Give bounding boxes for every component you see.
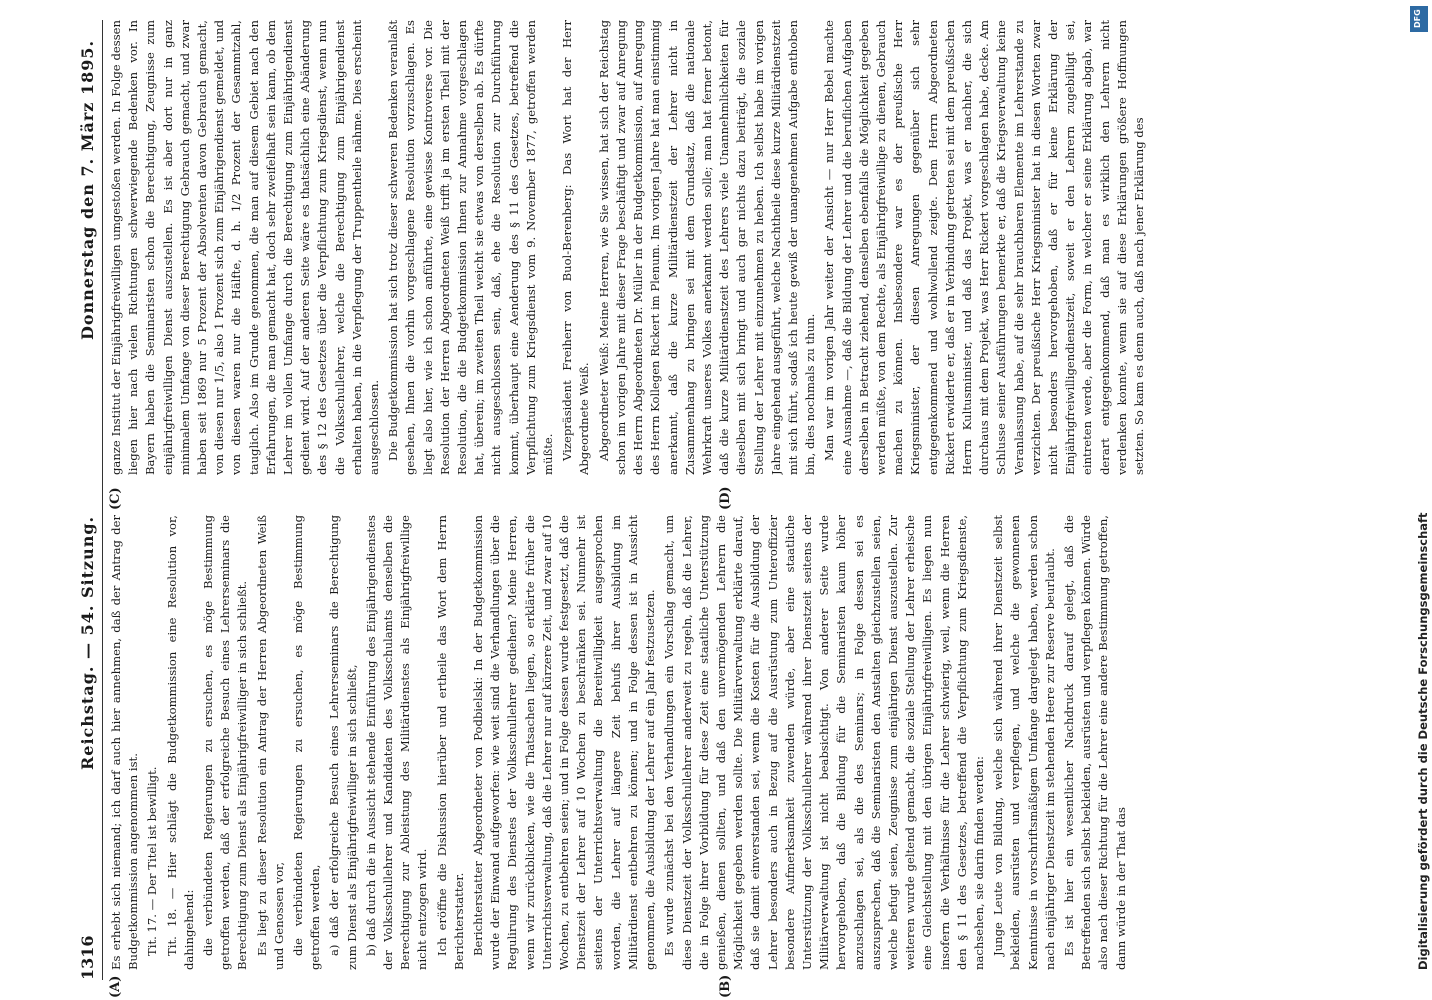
margin-mark-a: (A) <box>108 975 123 998</box>
paragraph: Die Budgetkommission hat sich trotz dieser schweren Bedenken veranlaßt gesehen, Ihnen die vorhin vorgeschlagene Resolution vorzuschlagen. Es liegt also hier, wie ich schon anführte, eine gewisse Kontroverse vor. Die Resolution der Herren Abgeordneten Weiß trifft ja im ersten Theil mit der Resolution, die die Budgetkommission Ihnen zur Annahme vorgeschlagen hat, überein; im zweiten Theil weicht sie etwas von derselben ab. Es dürfte nicht ausgeschlossen sein, daß, ehe die Resolution zur Durchführung kommt, überhaupt eine Aenderung des § 11 des Gesetzes, betreffend die Verpflichtung zum Kriegsdienst vom 9. November 1877, getroffen werden müßte. <box>386 20 556 475</box>
paragraph: Ich eröffne die Diskussion hierüber und ertheile das Wort dem Herrn Berichterstatter. <box>434 515 466 970</box>
margin-mark-c: (C) <box>108 487 123 510</box>
paragraph: Tit. 17. — Der Titel ist bewilligt. <box>145 766 160 956</box>
paragraph: Es wurde zunächst bei den Verhandlungen ein Vorschlag gemacht, um diese Dienstzeit der Volksschullehrer anderweit zu regeln, daß die Lehrer, die in Folge ihrer Vorbildung für diese Zeit eine staatliche Unterstützung genießen, dienen sollten, und daß den unvermögenden Lehrern die Möglichkeit gegeben werden sollte. Die Militärverwaltung erklärte darauf, daß sie damit einverstanden sei, wenn die Kosten für die Ausbildung der Lehrer besonders auch in Bezug auf die Ausrüstung zum Unteroffizier besondere Aufmerksamkeit zuwenden würde, aber eine staatliche Unterstützung der Volksschullehrer während ihrer Dienstzeit seitens der Militärverwaltung ist nicht beabsichtigt. Von anderer Seite wurde hervorgehoben, daß die Bildung für die Seminaristen kaum höher anzuschlagen sei, als die des Seminars; in Folge dessen sei es auszusprechen, daß die Seminaristen den Anstalten gleichzustellen seien, welche befugt seien, Zeugnisse zum einjährigen Dienst auszustellen. Zur weiteren wurde geltend gemacht, die soziale Stellung der Lehrer erheische eine Gleichstellung mit den übrigen Einjährigfreiwilligen. Es liegen nun insofern die Verhältnisse für die Lehrer schwierig, weil, wenn die Herren den § 11 des Gesetzes, betreffend die Verpflichtung zum Kriegsdienste, nachsehen, sie darin finden werden: <box>662 515 986 970</box>
paragraph: die verbündeten Regierungen zu ersuchen, es möge Bestimmung getroffen werden, <box>291 515 323 970</box>
paragraph: Es erhebt sich niemand; ich darf auch hier annehmen, daß der Antrag der Budgetkommission angenommen ist. <box>109 515 141 970</box>
paragraph: Junge Leute von Bildung, welche sich während ihrer Dienstzeit selbst bekleiden, ausrüsten und verpflegen, und welche die gewonnenen Kenntnisse in vorschriftsmäßigem Umfange dargelegt haben, werden schon nach einjähriger Dienstzeit im stehenden Heere zur Reserve beurlaubt. <box>991 515 1057 970</box>
header-session: Reichstag. — 54. Sitzung. <box>78 515 97 770</box>
paragraph: die verbündeten Regierungen zu ersuchen, es möge Bestimmung getroffen werden, daß der erfolgreiche Besuch eines Lehrerseminars die Berechtigung zum Dienst als Einjährigfreiwilliger in sich schließt. <box>201 515 250 970</box>
dfg-logo-text: DFG <box>1413 9 1422 28</box>
paragraph: Es liegt zu dieser Resolution ein Antrag der Herren Abgeordneten Weiß und Genossen vor, <box>254 515 286 970</box>
page-number: 1316 <box>78 935 97 980</box>
paragraph: Man war im vorigen Jahr weiter der Ansicht — nur Herr Bebel machte eine Ausnahme —, daß die Bildung der Lehrer und die beruflichen Aufgaben derselben in Betracht ziehend, denselben ebenfalls die Möglichkeit gegeben werden müßte, von dem Rechte, als Einjährigfreiwillige zu dienen, Gebrauch machen zu können. Insbesondere war es der preußische Herr Kriegsminister, der diesen Anregungen gegenüber sich sehr entgegenkommend und wohlwollend zeigte. Dem Herrn Abgeordneten Rickert erwiderte er, daß er in Verbindung getreten sei mit dem preußischen Herrn Kultusminister, und daß das Projekt, was er nachher, die sich durchaus mit dem Projekt, was Herr Rickert vorgeschlagen habe, decke. Am Schlusse seiner Ausführungen bemerkte er, daß die Kriegsverwaltung keine Veranlassung habe, auf die sehr brauchbaren Elemente im Lehrerstande zu verzichten. Der preußische Herr Kriegsminister hat in diesen Worten zwar nicht besonders hervorgehoben, daß er für keine Erklärung der Einjährigfreiwilligendienstzeit, soweit er den Lehrern zugebilligt sei, eintreten werde, aber die Form, in welcher er seine Erklärung abgab, war derart entgegenkommend, daß man es wirklich den Lehrern nicht verdenken konnte, wenn sie auf diese Erklärungen größere Hoffnungen setzten. So kam es denn auch, daß nach jener Erklärung des <box>822 20 1146 475</box>
page-header <box>78 20 100 980</box>
header-rule <box>102 20 103 980</box>
text-column-left <box>108 515 1323 970</box>
digitization-credit-text: Digitalisierung gefördert durch die Deutsche Forschungsgemeinschaft <box>1416 512 1430 970</box>
paragraph: a) daß der erfolgreiche Besuch eines Lehrerseminars die Berechtigung zum Dienst als Einjährigfreiwilliger in sich schließt, <box>327 515 359 970</box>
document-page <box>78 20 1328 998</box>
paragraph: b) daß durch die in Aussicht stehende Einführung des Einjährigendienstes der Volksschullehrer und Kandidaten des Volksschulamts denselben die Berechtigung zur Ableistung des Militärdienstes als Einjährigfreiwillige nicht entzogen wird. <box>363 515 430 970</box>
paragraph: Es ist hier ein wesentlicher Nachdruck darauf gelegt, daß die Betreffenden sich selbst bekleiden, ausrüsten und verpflegen können. Würde also nach dieser Richtung für die Lehrer eine andere Bestimmung getroffen, dann würde in der That das <box>1061 515 1128 970</box>
paragraph: Berichterstatter Abgeordneter von Podbielski: In der Budgetkommission wurde der Einwand aufgeworfen: wie weit sind die Verhandlungen über die Regulirung des Dienstes der Volksschullehrer gediehen? Meine Herren, wenn wir zurückblicken, wie die Thatsachen liegen, so erklärte früher die Unterrichtsverwaltung, daß die Lehrer nur auf kürzere Zeit, und zwar auf 10 Wochen, zu entbehren seien; und in Folge dessen wurde festgesetzt, daß die Dienstzeit der Lehrer auf 10 Wochen zu beschränken sei. Nunmehr ist seitens der Unterrichtsverwaltung die Bereitwilligkeit ausgesprochen worden, die Lehrer auf längere Zeit behufs ihrer Ausbildung im Militärdienst entbehren zu können; und in Folge dessen ist in Aussicht genommen, die Ausbildung der Lehrer auf ein Jahr festzusetzen. <box>471 515 658 970</box>
dfg-logo <box>1410 6 1428 32</box>
margin-mark-d: (D) <box>718 486 733 510</box>
digitization-credit <box>1404 30 1428 970</box>
paragraph: Tit. 18. — Hier schlägt die Budgetkommission eine Resolution vor, dahingehend: <box>164 515 196 970</box>
margin-mark-b: (B) <box>718 974 733 998</box>
header-date: Donnerstag den 7. März 1895. <box>78 39 97 340</box>
paragraph: ganze Institut der Einjährigfreiwilligen umgestoßen werden. In Folge dessen liegen hier nach vielen Richtungen schwerwiegende Bedenken vor. In Bayern haben die Seminaristen schon die Berechtigung, Zeugnisse zum einjährigfreiwilligen Dienst auszustellen. Es ist aber dort nur in ganz minimalem Umfange von dieser Berechtigung Gebrauch gemacht, und zwar haben seit 1869 nur 5 Prozent der Absolventen davon Gebrauch gemacht, von diesen nur 1/5, also 1 Prozent sich zum Einjährigendienst gemeldet, und von diesen waren nur die Hälfte, d. h. 1/2 Prozent der Gesammtzahl, tauglich. Also im Grunde genommen, die man auf diesem Gebiet nach den Erfahrungen, die man gemacht hat, doch sehr zweifelhaft sein kann, ob dem Lehrer im vollen Umfange durch die Berechtigung zum Einjährigendienst gedient wird. Auf der anderen Seite wäre es thatsächlich eine Abänderung des § 12 des Gesetzes über die Verpflichtung zum Kriegsdienst, wenn nun die Volksschullehrer, welche die Berechtigung zum Einjährigendienst erhalten haben, in die Verpflegung der Truppentheile nähme. Dies erscheint ausgeschlossen. <box>109 20 382 475</box>
text-column-right <box>108 20 1323 475</box>
paragraph: Abgeordneter Weiß: Meine Herren, wie Sie wissen, hat sich der Reichstag schon im vorigen Jahre mit dieser Frage beschäftigt und zwar auf Anregung des Herrn Abgeordneten Dr. Müller in der Budgetkommission, auf Anregung des Herrn Kollegen Rickert im Plenum. Im vorigen Jahre hat man einstimmig anerkannt, daß die kurze Militärdienstzeit der Lehrer nicht in Zusammenhang zu bringen sei mit dem Grundsatz, daß die nationale Wehrkraft unseres Volkes anerkannt werden solle; man hat ferner betont, daß die kurze Militärdienstzeit des Lehrers viele Unannehmlichkeiten für dieselben mit sich bringt und auch gar nichts dazu beiträgt, die soziale Stellung der Lehrer mit einzunehmen zu heben. Ich selbst habe im vorigen Jahre eingehend ausgeführt, welche Nachtheile diese kurze Militärdienstzeit mit sich führt, sodaß ich heute gewiß der unangenehmen Aufgabe enthoben bin, dies nochmals zu thun. <box>596 20 818 475</box>
paragraph: Vizepräsident Freiherr von Buol-Berenberg: Das Wort hat der Herr Abgeordnete Weiß. <box>560 20 592 475</box>
